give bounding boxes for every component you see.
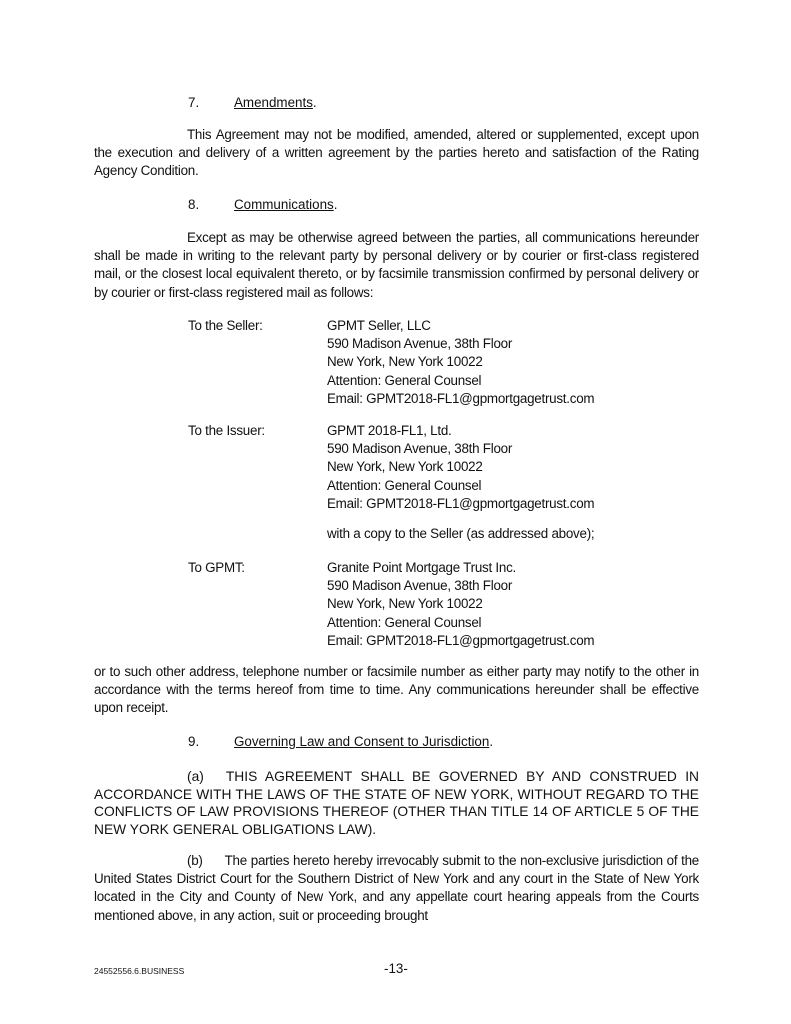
clause-label: (b): [187, 853, 203, 868]
page-number: -13-: [384, 961, 408, 976]
section-title: Governing Law and Consent to Jurisdiction: [234, 734, 490, 749]
clause-text: THIS AGREEMENT SHALL BE GOVERNED BY AND CONSTRUED IN ACCORDANCE WITH THE LAWS OF THE STATE OF NEW YORK, WITHOUT REGARD TO THE CONFLICTS OF LAW PROVISIONS THEREOF (OTHER THAN TITLE 14 OF ARTICLE 5 OF THE NEW YORK GENERAL OBLIGATIONS LAW).: [94, 769, 699, 837]
clause-label: (a): [187, 769, 204, 784]
section-9-heading: 9. Governing Law and Consent to Jurisdiction.: [188, 734, 494, 749]
address-label: To GPMT:: [188, 560, 245, 575]
document-id: 24552556.6.BUSINESS: [94, 966, 185, 976]
address-label: To the Issuer:: [188, 423, 265, 438]
address-line: Attention: General Counsel: [327, 614, 482, 630]
section-title: Amendments: [234, 95, 313, 110]
address-line: GPMT 2018-FL1, Ltd.: [327, 423, 452, 438]
section-number: 8.: [188, 197, 200, 212]
email-line: Email: GPMT2018-FL1@gpmortgagetrust.com: [327, 632, 595, 648]
section-title: Communications: [234, 197, 334, 212]
email-line: Email: GPMT2018-FL1@gpmortgagetrust.com: [327, 390, 595, 406]
section-8-closing: or to such other address, telephone number or facsimile number as either party may notify to the other in accordance with the terms hereof from time to time. Any communications hereunder shall be effective upon receipt.: [94, 664, 699, 716]
email-line: Email: GPMT2018-FL1@gpmortgagetrust.com: [327, 495, 595, 511]
section-number: 7.: [188, 95, 200, 110]
address-line: GPMT Seller, LLC: [327, 318, 431, 333]
section-7-heading: 7. Amendments.: [188, 95, 317, 110]
section-9a-paragraph: [94, 768, 699, 838]
address-label: To the Seller:: [188, 318, 263, 333]
section-number: 9.: [188, 734, 200, 749]
address-line: Attention: General Counsel: [327, 372, 482, 388]
address-lines: [327, 422, 594, 513]
address-line: 590 Madison Avenue, 38th Floor: [327, 336, 513, 352]
address-line: 590 Madison Avenue, 38th Floor: [327, 578, 513, 594]
section-7-body: This Agreement may not be modified, amended, altered or supplemented, except upon the execution and delivery of a written agreement by the parties hereto and satisfaction of the Rating Agency Condition.: [94, 127, 699, 179]
address-line: Granite Point Mortgage Trust Inc.: [327, 560, 516, 575]
address-line: New York, New York 10022: [327, 459, 483, 475]
address-lines: [327, 559, 594, 650]
address-line: New York, New York 10022: [327, 596, 483, 612]
address-line: Attention: General Counsel: [327, 477, 482, 493]
clause-text: The parties hereto hereby irrevocably submit to the non-exclusive jurisdiction of the United States District Court for the Southern District of New York and any court in the State of New York located in the City and County of New York, and any appellate court hearing appeals from the Courts mentioned above, in any action, suit or proceeding brought: [94, 853, 699, 923]
copy-note: with a copy to the Seller (as addressed above);: [327, 526, 595, 541]
address-line: 590 Madison Avenue, 38th Floor: [327, 441, 513, 457]
address-lines: [327, 317, 594, 408]
address-line: New York, New York 10022: [327, 354, 483, 370]
section-8-body: Except as may be otherwise agreed between the parties, all communications hereunder shall be made in writing to the relevant party by personal delivery or by courier or first-class registered mail, or the closest local equivalent thereto, or by facsimile transmission confirmed by personal delivery or by courier or first-class registered mail as follows:: [94, 230, 699, 300]
section-9b-paragraph: [94, 852, 699, 925]
section-8-heading: 8. Communications.: [188, 197, 338, 212]
